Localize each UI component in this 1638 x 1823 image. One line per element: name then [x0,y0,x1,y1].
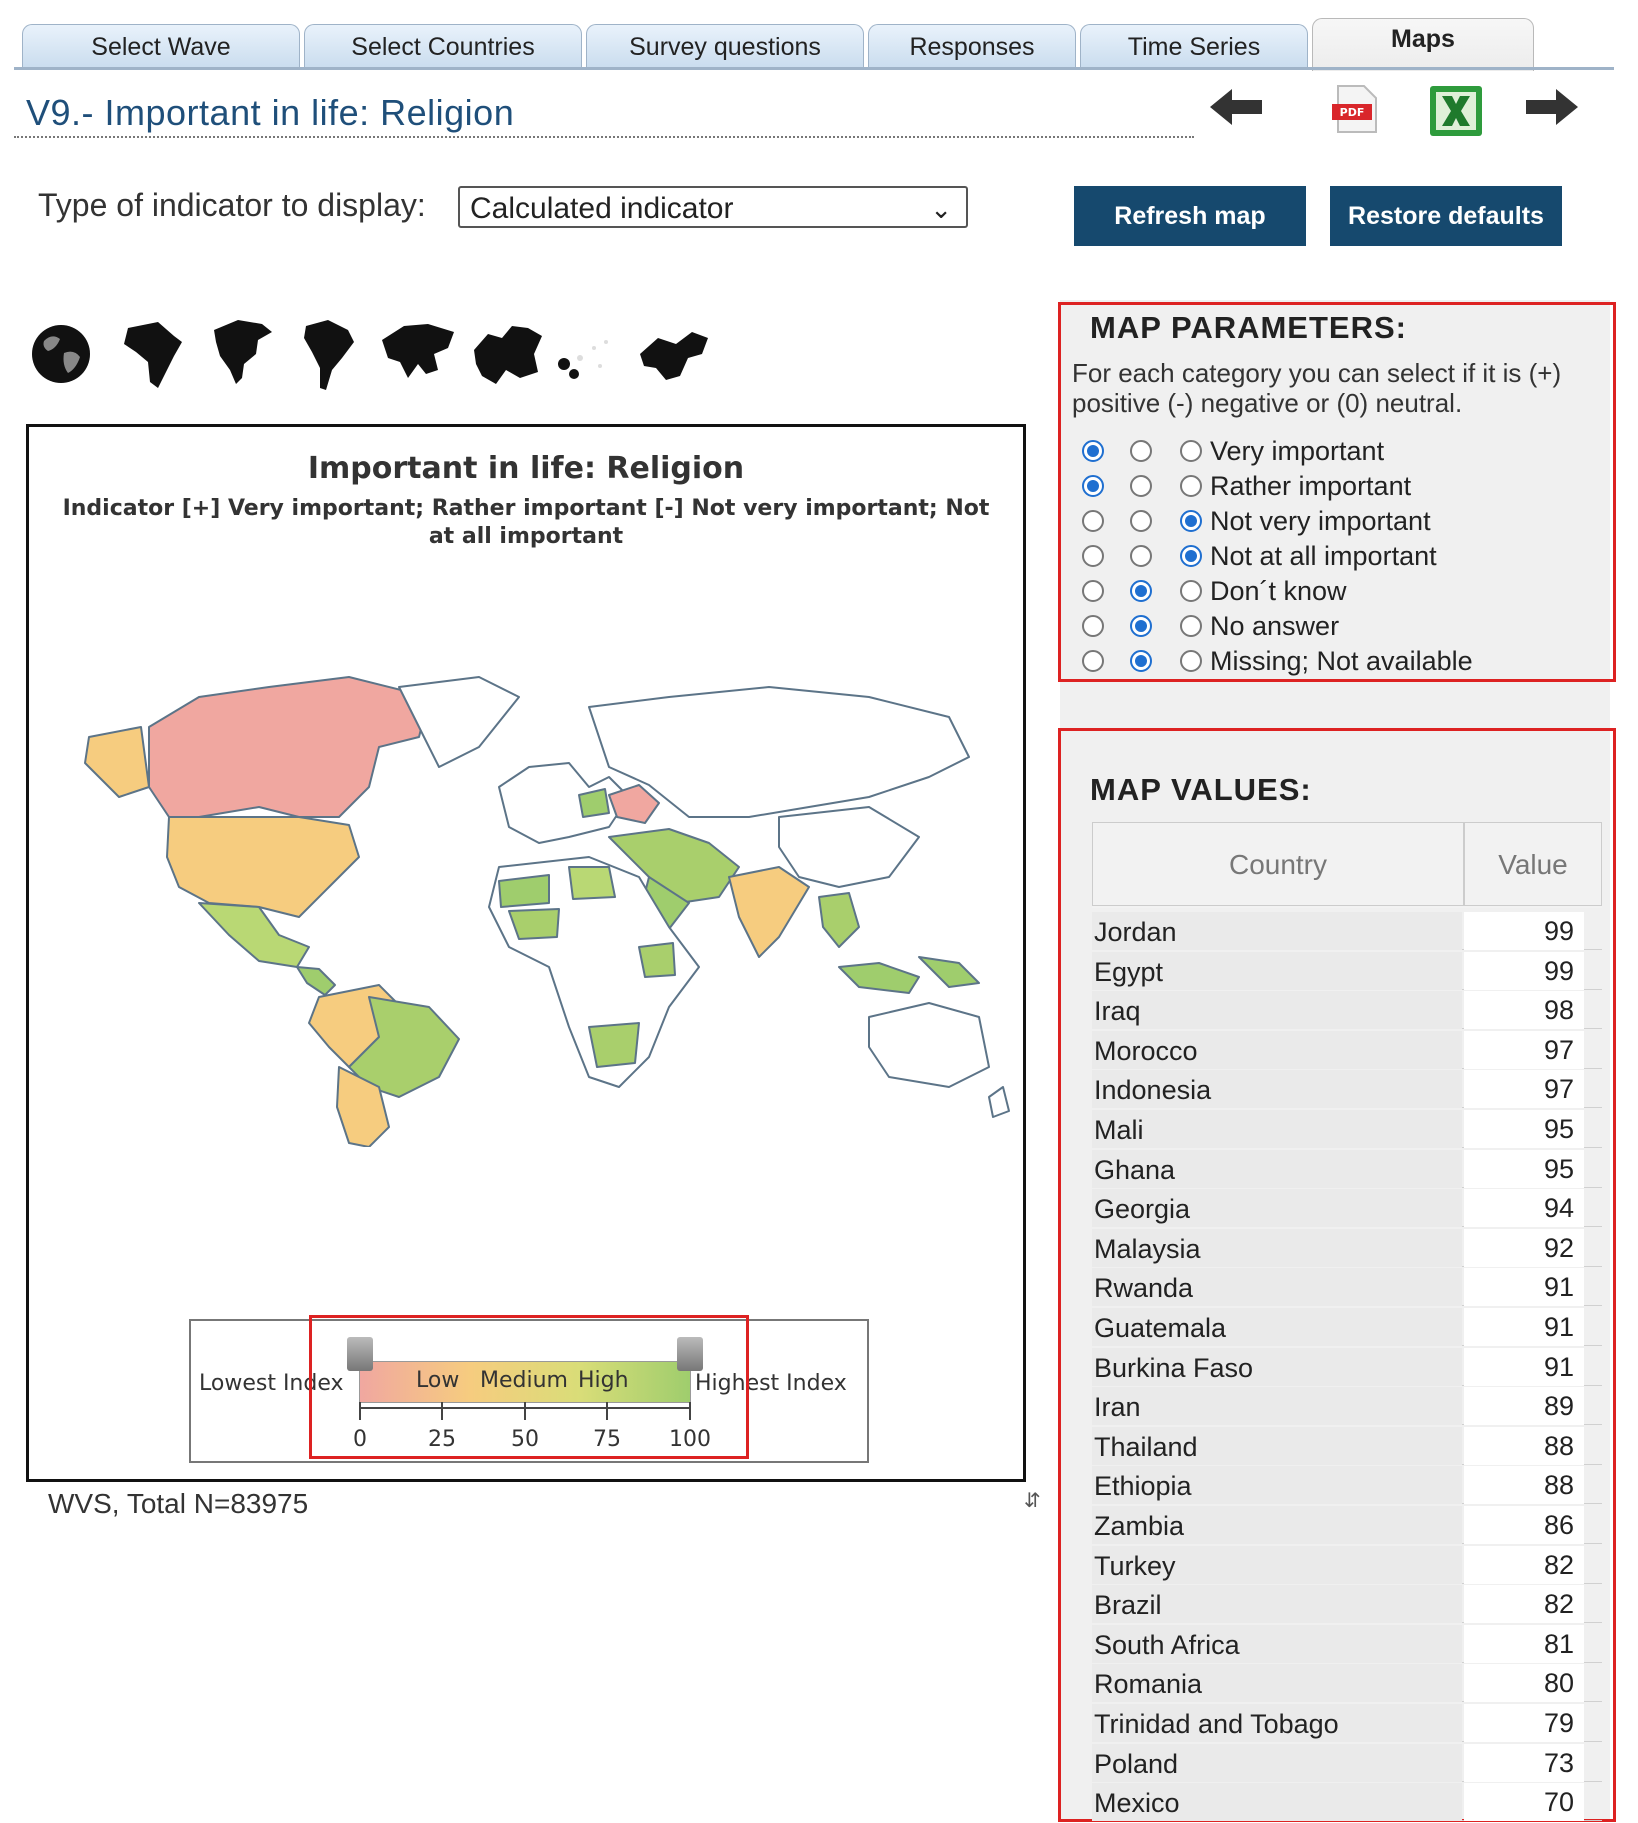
indicator-label: Type of indicator to display: [38,187,426,223]
table-row [1092,1585,1602,1623]
tab-divider [14,67,1614,70]
asia-icon[interactable] [378,320,458,390]
country-cell: Thailand [1092,1427,1462,1465]
indicator-select-value: Calculated indicator [470,192,734,225]
south-america-icon[interactable] [298,318,358,394]
country-cell: Turkey [1092,1546,1462,1584]
page-title: V9.- Important in life: Religion [26,92,515,133]
country-cell: Mali [1092,1110,1462,1148]
table-row [1092,1031,1602,1069]
table-row [1092,1506,1602,1544]
refresh-map-button[interactable]: Refresh map [1074,186,1306,246]
table-row [1092,991,1602,1029]
legend-high-label: High [578,1368,629,1393]
param-radio-negative[interactable] [1130,615,1152,637]
value-cell: 95 [1464,1110,1584,1148]
param-radio-positive[interactable] [1082,580,1104,602]
param-radio-neutral[interactable] [1180,440,1202,462]
param-label: No answer [1210,611,1340,641]
param-label: Not at all important [1210,541,1437,571]
value-cell: 88 [1464,1427,1584,1465]
param-label: Don´t know [1210,576,1347,606]
country-cell: Rwanda [1092,1268,1462,1306]
legend-medium-label: Medium [480,1368,568,1393]
param-radio-neutral[interactable] [1180,650,1202,672]
chevron-down-icon: ⌄ [930,194,952,224]
country-cell: Georgia [1092,1189,1462,1227]
value-cell: 70 [1464,1783,1584,1821]
value-cell: 94 [1464,1189,1584,1227]
title-underline [14,136,1194,138]
table-row [1092,1546,1602,1584]
country-cell: Jordan [1092,912,1462,950]
country-cell: Malaysia [1092,1229,1462,1267]
param-radio-neutral[interactable] [1180,580,1202,602]
value-cell: 91 [1464,1308,1584,1346]
param-radio-negative[interactable] [1130,650,1152,672]
table-row [1092,912,1602,950]
country-cell: Iraq [1092,991,1462,1029]
country-cell: Romania [1092,1664,1462,1702]
param-label: Very important [1210,436,1385,466]
legend-low-label: Low [416,1368,460,1393]
africa-icon[interactable] [118,318,188,390]
value-cell: 88 [1464,1466,1584,1504]
legend-highlight [309,1315,749,1459]
tab-responses[interactable]: Responses [868,24,1076,69]
column-header-value[interactable]: Value [1464,822,1602,906]
param-radio-positive[interactable] [1082,475,1104,497]
world-icon[interactable] [30,323,92,385]
value-cell: 79 [1464,1704,1584,1742]
param-radio-negative[interactable] [1130,545,1152,567]
tab-maps[interactable]: Maps [1312,18,1534,71]
value-cell: 95 [1464,1150,1584,1188]
value-cell: 81 [1464,1625,1584,1663]
country-cell: Poland [1092,1744,1462,1782]
param-radio-negative[interactable] [1130,475,1152,497]
value-cell: 99 [1464,912,1584,950]
country-cell: Mexico [1092,1783,1462,1821]
country-cell: South Africa [1092,1625,1462,1663]
legend-tick: 50 [511,1427,539,1452]
world-map[interactable] [49,667,1019,1147]
value-cell: 99 [1464,952,1584,990]
column-header-country[interactable]: Country [1092,822,1464,906]
indicator-select[interactable] [458,186,968,228]
param-radio-positive[interactable] [1082,650,1104,672]
value-cell: 86 [1464,1506,1584,1544]
param-radio-positive[interactable] [1082,545,1104,567]
param-label: Missing; Not available [1210,646,1473,676]
param-radio-negative[interactable] [1130,440,1152,462]
arrow-left-icon[interactable] [1208,86,1264,128]
value-cell: 91 [1464,1348,1584,1386]
north-america-icon[interactable] [208,318,278,390]
map-panel [26,424,1026,1482]
value-cell: 97 [1464,1070,1584,1108]
legend-tick: 25 [428,1427,456,1452]
legend-tick: 75 [593,1427,621,1452]
country-cell: Ghana [1092,1150,1462,1188]
table-row [1092,1466,1602,1504]
resize-handle-icon[interactable]: ⇵ [1024,1490,1041,1512]
value-cell: 97 [1464,1031,1584,1069]
excel-icon[interactable] [1428,84,1484,138]
table-row [1092,1189,1602,1227]
param-radio-negative[interactable] [1130,580,1152,602]
oceania-icon[interactable] [550,328,620,388]
value-cell: 92 [1464,1229,1584,1267]
value-cell: 82 [1464,1585,1584,1623]
value-cell: 73 [1464,1744,1584,1782]
table-row [1092,1348,1602,1386]
table-row [1092,1110,1602,1148]
country-cell: Burkina Faso [1092,1348,1462,1386]
map-subtitle: Indicator [+] Very important; Rather important [-] Not very important; Not at all important [62,496,990,549]
value-cell: 82 [1464,1546,1584,1584]
table-row [1092,1625,1602,1663]
value-cell: 80 [1464,1664,1584,1702]
country-cell: Zambia [1092,1506,1462,1544]
middle-east-icon[interactable] [636,324,712,386]
map-parameters-title: MAP PARAMETERS: [1090,310,1407,345]
restore-defaults-button[interactable]: Restore defaults [1330,186,1562,246]
tab-bar [22,18,1542,68]
param-radio-neutral[interactable] [1180,510,1202,532]
table-row [1092,1268,1602,1306]
map-parameters-description: For each category you can select if it is (+) positive (-) negative or (0) neutral. [1072,358,1562,418]
tab-time-series[interactable]: Time Series [1080,24,1308,69]
table-row [1092,1150,1602,1188]
country-cell: Guatemala [1092,1308,1462,1346]
value-cell: 89 [1464,1387,1584,1425]
svg-text:PDF: PDF [1339,106,1365,119]
legend-lowest-label: Lowest Index [199,1371,344,1396]
legend-highest-label: Highest Index [695,1371,847,1396]
country-cell: Iran [1092,1387,1462,1425]
map-title: Important in life: Religion [307,451,745,486]
table-row [1092,1664,1602,1702]
table-row [1092,1704,1602,1742]
param-radio-positive[interactable] [1082,615,1104,637]
values-table-header [1092,822,1602,908]
param-radio-neutral[interactable] [1180,615,1202,637]
param-radio-neutral[interactable] [1180,475,1202,497]
country-cell: Indonesia [1092,1070,1462,1108]
country-cell: Trinidad and Tobago [1092,1704,1462,1742]
tab-survey-questions[interactable]: Survey questions [586,24,864,69]
table-row [1092,1070,1602,1108]
param-label: Not very important [1210,506,1431,536]
sample-size-note: WVS, Total N=83975 [48,1488,309,1519]
table-row [1092,1783,1602,1821]
country-cell: Morocco [1092,1031,1462,1069]
tab-select-countries[interactable]: Select Countries [304,24,582,69]
country-cell: Brazil [1092,1585,1462,1623]
param-label: Rather important [1210,471,1412,501]
country-cell: Egypt [1092,952,1462,990]
table-row [1092,1229,1602,1267]
arrow-right-icon[interactable] [1524,86,1580,128]
table-row [1092,1308,1602,1346]
legend-tick: 0 [353,1427,367,1452]
value-cell: 98 [1464,991,1584,1029]
value-cell: 91 [1464,1268,1584,1306]
legend-tick: 100 [669,1427,711,1452]
europe-icon[interactable] [468,320,548,390]
map-values-title: MAP VALUES: [1090,772,1312,807]
param-radio-neutral[interactable] [1180,545,1202,567]
param-radio-positive[interactable] [1082,440,1104,462]
pdf-icon[interactable] [1330,84,1382,134]
region-selector [30,318,710,388]
table-row [1092,1744,1602,1782]
param-radio-positive[interactable] [1082,510,1104,532]
table-row [1092,952,1602,990]
param-radio-negative[interactable] [1130,510,1152,532]
tab-select-wave[interactable]: Select Wave [22,24,300,69]
table-row [1092,1387,1602,1425]
table-row [1092,1427,1602,1465]
country-cell: Ethiopia [1092,1466,1462,1504]
